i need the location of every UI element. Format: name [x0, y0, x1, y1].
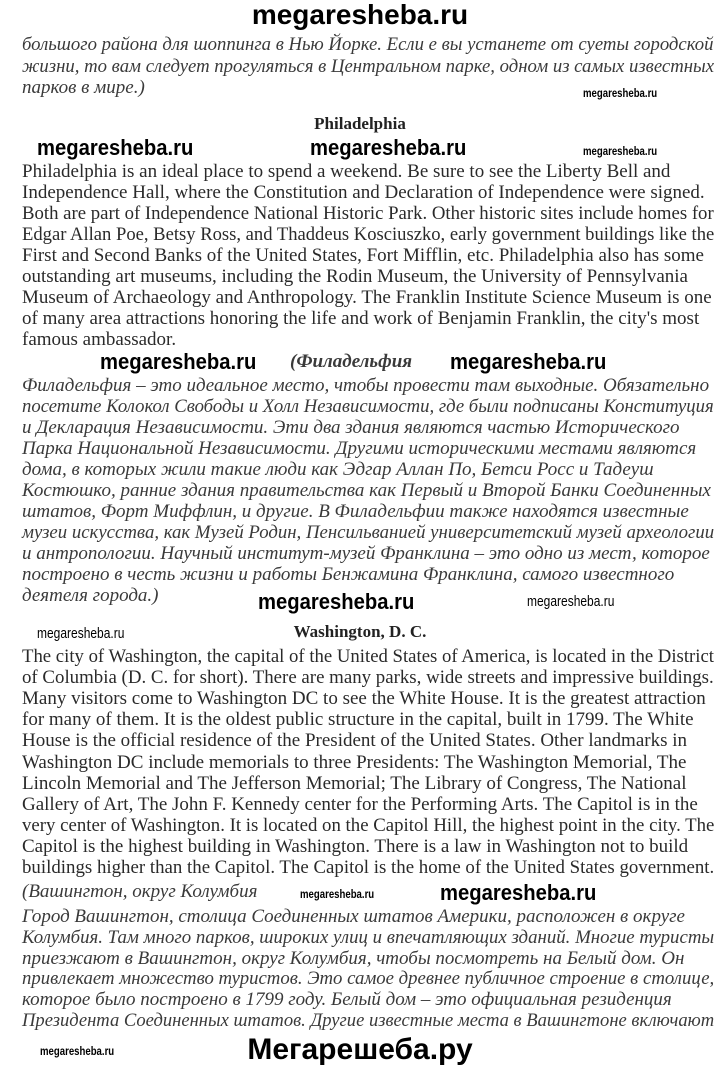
text-line: которое было построено в 1799 году. Белый дом – это официальная резиденция — [22, 989, 672, 1011]
text-line: Many visitors come to Washington DC to see the White House. It is the greatest attraction — [22, 688, 706, 710]
text-line: outstanding art museums, including the Rodin Museum, the University of Pennsylvania — [22, 266, 688, 287]
watermark: megaresheba.ru — [258, 589, 415, 614]
text-line: First and Second Banks of the United States, Fort Mifflin, etc. Philadelphia also has some — [22, 245, 704, 266]
watermark: megaresheba.ru — [440, 880, 597, 905]
text-line: famous ambassador. — [22, 329, 177, 350]
text-line: Парка Национальной Независимости. Другими историческими местами являются — [22, 438, 697, 459]
text-line: Колумбия. Там много парков, широких улиц и впечатляющих зданий. Многие туристы — [22, 926, 715, 948]
text-line: Город Вашингтон, столица Соединенных штатов Америки, расположен в округе — [22, 906, 685, 927]
text-line: посетите Колокол Свободы и Холл Независимости, где были подписаны Конституция — [22, 396, 714, 417]
watermark: megaresheba.ru — [40, 1044, 115, 1058]
text-line: Lincoln Memorial and The Jefferson Memorial; The Library of Congress, The National — [22, 772, 687, 794]
text-line: Independence Hall, where the Constitution and Declaration of Independence were signed. — [22, 182, 705, 203]
watermark: megaresheba.ru — [37, 625, 125, 642]
washington-russian-title: (Вашингтон, округ Колумбия — [22, 881, 258, 902]
text-line: Костюшко, ранние здания правительства как Первый и Второй Банки Соединенных — [22, 480, 711, 501]
watermark: megaresheba.ru — [300, 887, 375, 901]
watermark: megaresheba.ru — [583, 144, 658, 158]
text-line: Philadelphia is an ideal place to spend a weekend. Be sure to see the Liberty Bell and — [22, 161, 671, 182]
text-line: жизни, то вам следует прогуляться в Центральном парке, одном из самых известных — [22, 55, 715, 77]
text-line: построено в честь жизни и работы Бенжамина Франклина, самого известного — [22, 564, 675, 585]
text-line: парков в мире.) — [22, 77, 145, 98]
text-line: Museum of Archaeology and Anthropology. The Franklin Institute Science Museum is one — [22, 287, 712, 308]
text-line: House is the official residence of the President of the United States. Other landmarks in — [22, 730, 687, 752]
text-line: привлекает множество туристов. Это самое древнее публичное строение в столице, — [22, 968, 715, 990]
text-line: of Columbia (D. C. for short). There are many parks, wide streets and impressive buildings. — [22, 667, 714, 689]
text-line: и антропологии. Научный институт-музей Франклина – это одно из мест, которое — [22, 543, 710, 564]
text-line: Президента Соединенных штатов. Другие известные места в Вашингтоне включают — [22, 1010, 715, 1031]
text-line: большого района для шоппинга в Нью Йорке. Если е вы устанете от суеты городской — [22, 34, 714, 55]
watermark: megaresheba.ru — [450, 349, 607, 374]
watermark: megaresheba.ru — [583, 86, 658, 100]
text-line: деятеля города.) — [22, 585, 159, 606]
header-watermark: megaresheba.ru — [251, 0, 469, 30]
watermark: megaresheba.ru — [310, 135, 467, 160]
watermark: megaresheba.ru — [100, 349, 257, 374]
text-line: of many area attractions honoring the life and work of Benjamin Franklin, the city's most — [22, 308, 700, 329]
text-line: Edgar Allan Poe, Betsy Ross, and Thaddeus Kosciuszko, early government buildings like the — [22, 224, 715, 245]
text-line: Both are part of Independence National Historic Park. Other historic sites include homes for — [22, 203, 714, 224]
footer-watermark: Мегарешеба.ру — [247, 1033, 473, 1066]
text-line: The city of Washington, the capital of the United States of America, is located in the District — [22, 646, 714, 667]
text-line: buildings higher than the Capitol. The Capitol is the home of the United States government. — [22, 857, 715, 878]
washington-heading: Washington, D. C. — [293, 622, 427, 641]
text-line: Филадельфия – это идеальное место, чтобы провести там выходные. Обязательно — [22, 375, 710, 396]
watermark: megaresheba.ru — [37, 135, 194, 160]
text-line: дома, в которых жили такие люди как Эдгар Аллан По, Бетси Росс и Тадеуш — [22, 459, 654, 480]
text-line: и Декларация Независимости. Эти два здания являются частью Исторического — [22, 417, 680, 438]
text-line: музеи искусства, как Музей Родин, Пенсильванией университетский музей археологии — [22, 522, 715, 543]
philadelphia-heading: Philadelphia — [314, 114, 406, 133]
text-line: very center of Washington. It is located on the Capitol Hill, the highest point in the city. The — [22, 814, 715, 836]
text-line: штатов, Форт Миффлин, и другие. В Филадельфии также находятся известные — [22, 501, 689, 522]
text-line: for many of them. It is the oldest public structure in the capital, built in 1799. The White — [22, 709, 694, 731]
philadelphia-russian-title: (Филадельфия — [290, 351, 413, 372]
text-line: Washington DC include memorials to three Presidents: The Washington Memorial, The — [22, 751, 687, 773]
text-line: Gallery of Art, The John F. Kennedy center for the Performing Arts. The Capitol is in the — [22, 793, 698, 815]
watermark: megaresheba.ru — [527, 593, 615, 610]
text-line: приезжают в Вашингтон, округ Колумбия, чтобы посмотреть на Белый дом. Он — [22, 947, 685, 969]
text-line: Capitol is the highest building in Washington. There is a law in Washington not to build — [22, 835, 689, 857]
